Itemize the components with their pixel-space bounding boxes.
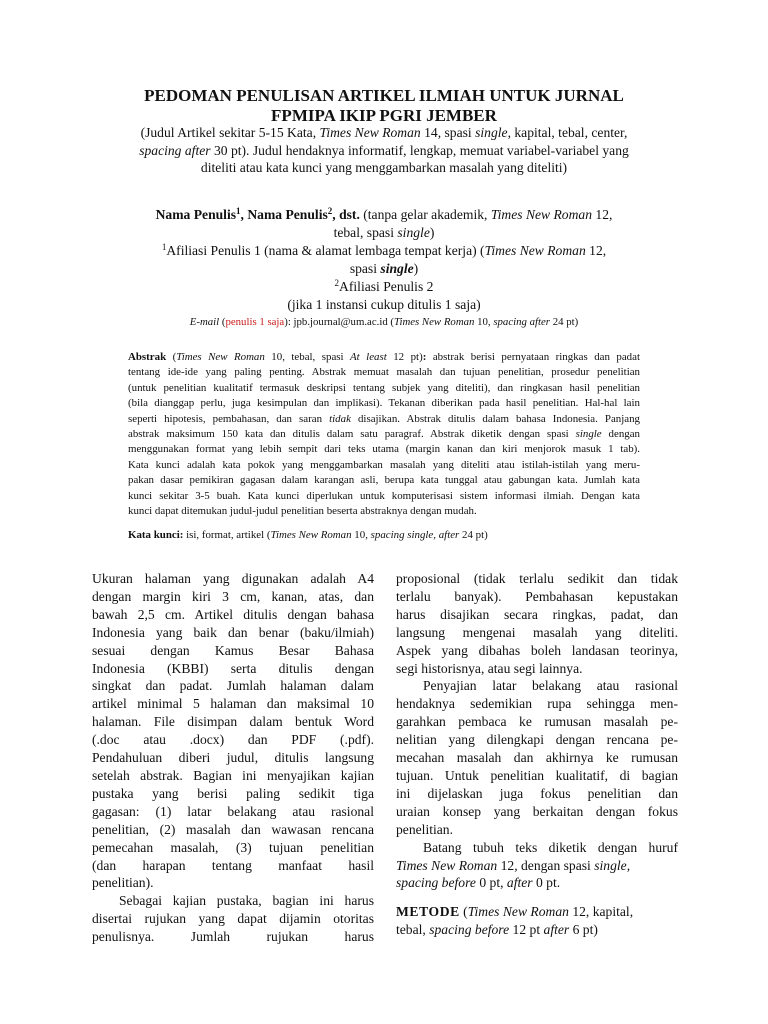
- author-name-1: Nama Penulis: [155, 207, 237, 222]
- abstract-single: single: [575, 428, 602, 441]
- body-line: [396, 874, 678, 892]
- body-line: Ukuran halaman yang digunakan adalah A4: [92, 571, 374, 586]
- affiliation-2-sup: 2: [334, 278, 340, 288]
- abstract-block: [128, 350, 640, 519]
- metode-heading-line: [396, 903, 678, 921]
- author-separator: ,: [240, 207, 248, 222]
- affiliation-1-text: Afiliasi Penulis 1 (nama & alamat lembaga tempat kerja) (: [166, 243, 485, 258]
- abstract-text: (: [166, 351, 177, 363]
- title-note-font: Times New Roman: [319, 125, 421, 140]
- keywords-text: isi, format, artikel (: [183, 529, 271, 541]
- body-line: terlalu banyak). Pembahasan kepustakan: [396, 588, 678, 604]
- keywords-line: [128, 528, 640, 543]
- body-line: pemecahan masalah, (3) tujuan penelitian: [92, 839, 374, 855]
- metode-text: 12, kapital,: [568, 904, 634, 920]
- author-note: 12,: [592, 207, 613, 222]
- keywords-label: Kata kunci:: [128, 529, 184, 541]
- body-line: sesuai dengan Kamus Besar Bahasa: [92, 642, 374, 658]
- affiliation-1-single: single: [380, 261, 414, 276]
- body-line: Penyajian latar belakang atau rasional: [423, 678, 678, 694]
- email-spacing: spacing after: [493, 316, 551, 328]
- author-note: ): [429, 225, 435, 240]
- body-line: [396, 857, 678, 875]
- email-font: Times New Roman: [394, 316, 475, 328]
- abstract-text: 10, tebal, spasi: [264, 351, 351, 363]
- article-title: [100, 86, 668, 126]
- keywords-text: ,: [433, 529, 439, 541]
- body-line: garahkan pembaca ke rumusan masalah pe-: [396, 714, 678, 730]
- title-note-text: diteliti atau kata kunci yang menggambarkan masalah yang diteliti): [200, 160, 568, 175]
- abstract-text: 12 pt): [386, 351, 423, 363]
- body-text: 12, dengan spasi: [497, 857, 595, 873]
- title-note-spacing: spacing after: [139, 142, 211, 158]
- body-text: 0 pt.: [532, 875, 561, 891]
- body-line: artikel minimal 5 halaman dan maksimal 10: [92, 696, 374, 712]
- title-note-text: 14, spasi: [420, 125, 476, 140]
- body-line: (.doc atau .docx) dan PDF (.pdf).: [92, 732, 374, 748]
- author-names-line: [110, 206, 658, 224]
- metode-font: Times New Roman: [467, 904, 569, 920]
- email-text: (: [219, 316, 226, 328]
- body-line: proposional (tidak terlalu sedikit dan tidak: [396, 571, 678, 586]
- author-note-font: Times New Roman: [490, 207, 593, 222]
- abstract-line: Kata kunci adalah kata pokok yang menggambarkan masalah yang diteliti atau istilah-istilah yang meru-: [128, 458, 640, 471]
- author-note-single: single: [397, 225, 430, 240]
- body-font: Times New Roman: [396, 857, 498, 873]
- keywords-after: after: [438, 529, 460, 541]
- title-instructions: [100, 124, 668, 177]
- abstract-line: kunci dapat ditemukan judul-judul penelitian beserta abstraknya dengan mudah.: [128, 505, 477, 518]
- metode-spacing-before: spacing before: [429, 922, 510, 938]
- title-note-text: (Judul Artikel sekitar 5-15 Kata,: [140, 125, 320, 140]
- body-line: Batang tubuh teks diketik dengan huruf: [423, 839, 678, 855]
- abstract-text: abstrak berisi pernyataan ringkas dan padat: [426, 351, 640, 363]
- affiliation-2-text: Afiliasi Penulis 2: [339, 279, 434, 294]
- body-line: Aspek yang dibahas boleh landasan teorinya,: [396, 642, 678, 658]
- metode-text: tebal,: [396, 922, 430, 938]
- email-text: 24 pt): [550, 316, 579, 328]
- abstract-line: menggunakan format yang lebih sempit dari teks utama (margin kanan dan kiri menjorok masuk 1 tab).: [128, 443, 640, 456]
- body-line: ini dijelaskan juga fokus penelitian dan: [396, 785, 678, 801]
- body-line: nelitian yang dilengkapi dengan rencana pe-: [396, 732, 678, 748]
- affiliation-2: [110, 278, 658, 296]
- abstract-text: abstrak maksimum 150 kata dan ditulis dalam satu paragraf. Abstrak diketik dengan spasi: [128, 428, 576, 441]
- keywords-spacing: spacing single: [370, 529, 434, 541]
- title-note-text: 30 pt). Judul hendaknya informatif, lengkap, memuat variabel-variabel yang: [210, 142, 629, 158]
- body-line: penulisnya. Jumlah rujukan harus: [92, 929, 374, 945]
- body-line: penelitian, (2) masalah dan wawasan rencana: [92, 821, 374, 837]
- abstract-text: seperti hipotesis, pembahasan, dan saran: [128, 412, 330, 425]
- body-line: mecahan masalah dan akhirnya ke rumusan: [396, 750, 678, 766]
- body-line: setelah abstrak. Bagian ini menyajikan kajian: [92, 767, 374, 783]
- body-line: langsung mengenai masalah yang diteliti.: [396, 624, 678, 640]
- affiliation-1-text: spasi: [349, 261, 381, 276]
- body-line: Indonesia yang baik dan benar (baku/ilmiah): [92, 624, 374, 640]
- email-text: ):: [284, 316, 294, 328]
- body-column-right: [396, 570, 678, 939]
- abstract-line: [128, 412, 640, 427]
- abstract-colon: :: [422, 351, 427, 363]
- body-line: Sebagai kajian pustaka, bagian ini harus: [119, 893, 374, 909]
- abstract-font: Times New Roman: [176, 351, 265, 363]
- abstract-line: tentang ide-ide yang paling penting. Abstrak memuat masalah dan tujuan penelitian, prosedur penelitian: [128, 366, 640, 379]
- abstract-atleast: At least: [350, 351, 387, 363]
- author-names-line-2: [110, 224, 658, 242]
- email-text: 10,: [474, 316, 494, 328]
- metode-heading-line-2: [396, 921, 678, 939]
- email-line: [110, 315, 658, 330]
- affiliation-2-note: (jika 1 instansi cukup ditulis 1 saja): [287, 297, 481, 312]
- abstract-text: disajikan. Abstrak ditulis dalam bahasa Indonesia. Panjang: [350, 412, 640, 425]
- metode-after: after: [543, 922, 570, 938]
- title-note-text: , kapital, tebal, center,: [507, 125, 628, 140]
- affiliation-1-text: 12,: [585, 243, 607, 258]
- abstract-line: [128, 427, 640, 442]
- body-line: halaman. File disimpan dalam bentuk Word: [92, 714, 374, 730]
- body-spacing-before: spacing before: [396, 875, 476, 891]
- body-line: gagasan: (1) latar belakang atau rasional: [92, 803, 374, 819]
- metode-text: (: [459, 904, 468, 920]
- title-line-1: PEDOMAN PENULISAN ARTIKEL ILMIAH UNTUK JURNAL: [144, 86, 624, 105]
- title-line-2: FPMIPA IKIP PGRI JEMBER: [271, 106, 497, 125]
- body-line: bawah 2,5 cm. Artikel ditulis dengan bahasa: [92, 606, 374, 622]
- body-line: penelitian).: [92, 875, 154, 891]
- author-etc: , dst.: [332, 207, 360, 222]
- affiliation-1-font: Times New Roman: [484, 243, 586, 258]
- body-line: tujuan. Untuk penelitian kualitatif, di bagian: [396, 767, 678, 783]
- author-sup-2: 2: [327, 206, 333, 216]
- title-note-single: single: [475, 125, 508, 140]
- body-line: Indonesia (KBBI) serta ditulis dengan: [92, 660, 374, 676]
- affiliation-1-sup: 1: [161, 242, 167, 252]
- keywords-font: Times New Roman: [270, 529, 352, 541]
- body-line: hendaknya sedemikian rupa sehingga men-: [396, 696, 678, 712]
- body-text: 0 pt,: [475, 875, 507, 891]
- metode-text: 12 pt: [509, 922, 544, 938]
- section-gap: [396, 892, 678, 903]
- body-line: pustaka yang berisi paling sedikit tiga: [92, 785, 374, 801]
- body-line: disertai rujukan yang dapat dijamin otoritas: [92, 911, 374, 927]
- abstract-line: (bila dianggap perlu, juga kesimpulan dan implikasi). Tekanan diberikan pada hasil penelitian. Hal-hal lain: [128, 397, 640, 410]
- keywords-text: 10,: [351, 529, 371, 541]
- body-line: (dan harapan tentang manfaat hasil: [92, 857, 374, 873]
- author-note: (tanpa gelar akademik,: [359, 207, 491, 222]
- abstract-tidak: tidak: [329, 412, 351, 425]
- keywords-text: 24 pt): [459, 529, 488, 541]
- body-line: harus disajikan secara ringkas, padat, dan: [396, 606, 678, 622]
- body-line: singkat dan padat. Jumlah halaman dalam: [92, 678, 374, 694]
- author-note: tebal, spasi: [333, 225, 398, 240]
- author-name-2: Nama Penulis: [247, 207, 328, 222]
- abstract-line: [128, 350, 640, 365]
- body-after: after: [506, 875, 533, 891]
- body-line: Pendahuluan diberi judul, ditulis langsung: [92, 750, 374, 766]
- metode-text: 6 pt): [569, 922, 598, 938]
- email-text: (: [387, 316, 395, 328]
- abstract-line: pakan dasar pemikiran gagasan dalam karangan asli, berupa kata tunggal atau gabungan kata. Jumlah kata: [128, 474, 640, 487]
- abstract-text: dengan: [601, 428, 640, 441]
- body-line: penelitian.: [396, 821, 453, 837]
- affiliation-1: [110, 242, 658, 260]
- body-line: dengan margin kiri 3 cm, kanan, atas, dan: [92, 588, 374, 604]
- abstract-label: Abstrak: [128, 351, 167, 363]
- author-sup-1: 1: [236, 206, 241, 216]
- body-line: uraian konsep yang berkaitan dengan fokus: [396, 803, 678, 819]
- email-address: jpb.journal@um.ac.id: [293, 316, 388, 328]
- email-label: E-mail: [189, 316, 220, 328]
- affiliation-1-text: ): [413, 261, 419, 276]
- body-column-left: [92, 570, 374, 946]
- body-single: single,: [594, 857, 631, 873]
- email-red-note: penulis 1 saja: [225, 316, 285, 328]
- affiliation-1-line-2: [110, 260, 658, 278]
- abstract-line: (untuk penelitian kualitatif termasuk deskripsi tentang subjek yang diteliti), dan ringkasan hasil penelitian: [128, 381, 640, 394]
- body-line: segi historisnya, atau segi lainnya.: [396, 660, 583, 676]
- abstract-line: kunci sekitar 3-5 buah. Kata kunci diperlukan untuk komputerisasi sistem informasi ilmiah. Dengan kata: [128, 489, 640, 502]
- metode-heading: METODE: [396, 904, 460, 920]
- author-block: [110, 206, 658, 330]
